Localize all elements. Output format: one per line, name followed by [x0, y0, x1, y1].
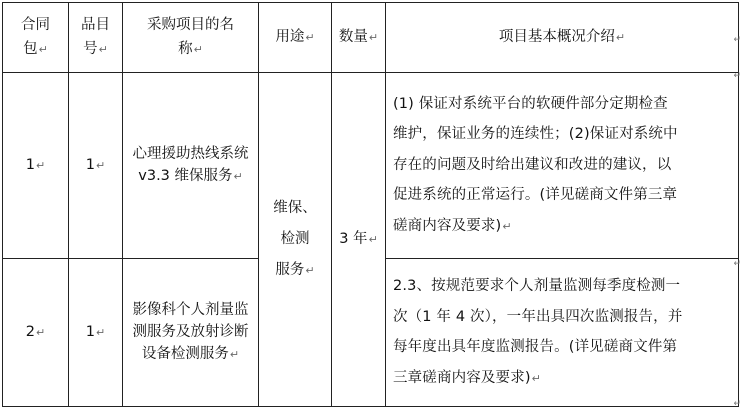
header-contract-package-line1: 合同 [21, 17, 50, 33]
project-name-value: 心理援助热线系统 v3.3 维保服务 [132, 146, 249, 184]
procurement-table [2, 2, 739, 407]
header-contract-package [3, 3, 69, 73]
header-overview-label: 项目基本概况介绍 [498, 29, 615, 45]
paragraph-mark: ↵ [193, 43, 203, 56]
project-name-cell [123, 259, 259, 407]
usage-line3: 服务 [275, 262, 305, 278]
overview-cell [386, 73, 739, 259]
paragraph-mark: ↵ [305, 264, 315, 277]
usage-line1: 维保、 [273, 200, 317, 216]
header-item-number-line1: 品目 [81, 17, 110, 33]
overview-line: 2.3、按规范要求个人剂量监测每季度检测一 [393, 278, 681, 294]
overview-line: 存在的问题及时给出建议和改进的建议，以 [393, 156, 672, 173]
header-project-name-line1: 采购项目的名 [147, 17, 234, 33]
overview-line: (1) 保证对系统平台的软硬件部分定期检查 [393, 95, 668, 112]
paragraph-mark: ↵ [368, 233, 378, 246]
item-number-cell [69, 259, 123, 407]
contract-package-value: 2 [25, 324, 35, 340]
header-contract-package-line2: 包 [23, 41, 38, 57]
row-end-mark: ↵ [733, 259, 741, 269]
item-number-value: 1 [85, 157, 95, 173]
header-usage [259, 3, 332, 73]
quantity-cell [332, 73, 386, 407]
item-number-cell [69, 73, 123, 259]
header-project-name [123, 3, 259, 73]
overview-line: 三章磋商内容及要求) [393, 369, 531, 386]
overview-line: 次（1 年 4 次），一年出具四次监测报告，并 [393, 308, 683, 325]
project-name-cell [123, 73, 259, 259]
paragraph-mark: ↵ [615, 31, 626, 44]
paragraph-mark: ↵ [96, 326, 106, 339]
paragraph-mark: ↵ [98, 43, 108, 56]
overview-line: 促进系统的正常运行。(详见磋商文件第三章 [393, 187, 678, 204]
header-project-name-line2: 称 [178, 41, 193, 57]
table-row [3, 73, 739, 259]
header-overview [386, 3, 739, 73]
paragraph-mark: ↵ [38, 43, 48, 56]
paragraph-mark: ↵ [233, 170, 243, 183]
contract-package-value: 1 [25, 157, 35, 173]
contract-package-cell [3, 259, 69, 407]
project-name-value: 影像科个人剂量监测服务及放射诊断设备检测服务 [132, 302, 249, 362]
paragraph-mark: ↵ [36, 326, 46, 339]
paragraph-mark: ↵ [368, 31, 379, 44]
contract-package-cell [3, 73, 69, 259]
usage-line2: 检测 [280, 231, 310, 247]
paragraph-mark: ↵ [229, 348, 240, 361]
overview-line: 磋商内容及要求) [393, 217, 502, 234]
header-item-number [69, 3, 123, 73]
paragraph-mark: ↵ [36, 159, 46, 172]
row-end-mark: ↵ [733, 35, 741, 45]
header-usage-label: 用途 [275, 29, 305, 45]
overview-line: 每年度出具年度监测报告。(详见磋商文件第 [393, 339, 678, 355]
paragraph-mark: ↵ [305, 31, 315, 44]
row-end-mark: ↵ [733, 399, 741, 409]
paragraph-mark: ↵ [502, 219, 512, 233]
header-quantity [332, 3, 386, 73]
paragraph-mark: ↵ [531, 371, 542, 385]
overview-cell [386, 259, 739, 407]
header-item-number-line2: 号 [83, 41, 98, 57]
header-row [3, 3, 739, 73]
header-quantity-label: 数量 [338, 29, 368, 45]
item-number-value: 1 [85, 324, 95, 340]
row-end-mark: ↵ [733, 71, 741, 81]
overview-line: 维护，保证业务的连续性；(2)保证对系统中 [393, 126, 678, 143]
usage-cell [259, 73, 332, 407]
paragraph-mark: ↵ [96, 159, 106, 172]
quantity-value: 3 年 [339, 231, 368, 247]
